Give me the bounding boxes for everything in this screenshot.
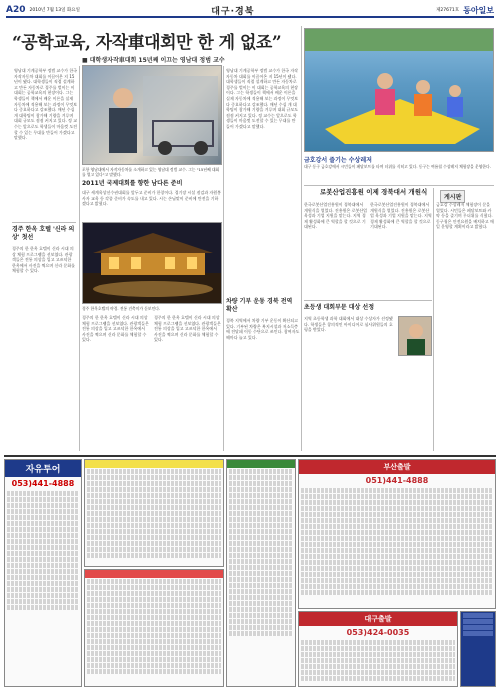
notice-board-body: 금호강 수상레저 체험장이 문을 열었다. 시민들은 페달보트와 카약 등을 즐기며 무더위를 식혔다. 동구청은 안전요원을 배치하고 매일 운영할 계획이라고 밝혔다. xyxy=(436,202,494,230)
ad-busan-phone: 051)441-4888 xyxy=(365,476,429,485)
article-body-1: 대구 세계육상선수권대회를 앞두고 준비가 한창이다. 경기장 시설 점검과 자원봉사자 교육 등 각종 준비가 속도를 내고 있다. 시는 손님맞이 준비에 만전을 기하겠다고 밝혔다. xyxy=(82,190,221,207)
section-name: 대구·경북 xyxy=(211,6,255,17)
ad-block-b[interactable] xyxy=(84,569,224,687)
ad-block-c[interactable] xyxy=(226,459,296,687)
ad-travel[interactable] xyxy=(4,459,82,687)
ad-block-c-banner xyxy=(227,460,295,468)
article-body-5: 지역 초등학생 과학 대회에서 대상 수상자가 선정됐다. 학생들은 창의적인 아이디어로 심사위원들의 호평을 받았다. xyxy=(304,316,393,333)
column-rule xyxy=(433,188,434,451)
boat-photo-caption: 대구 동구 금호강에서 시민들이 페달보트를 타며 더위를 식히고 있다. 동구는 여름철 수상레저 체험장을 운영한다. xyxy=(304,164,491,169)
boat-photo-title: 금호강서 즐기는 수상레저 xyxy=(304,157,372,164)
paper-name: 동아일보 xyxy=(463,5,495,15)
hanok-night-drawing xyxy=(83,223,222,304)
article-body-2c: 경주의 한 한옥 호텔이 신라 시대 의상 체험 프로그램을 선보였다. 관광객들은 전통 의상을 입고 고즈넉한 한옥에서 사진을 찍으며 신라 문화를 체험할 수 있다. xyxy=(154,315,221,343)
boat-photo xyxy=(304,28,494,152)
robot-article-title: 로봇산업진흥원 이제 경북대서 개원식 xyxy=(320,188,428,196)
divider xyxy=(12,222,76,223)
article-body-3: 경북 지역에서 차량 기부 운동이 확산되고 있다. 기부된 차량은 복지시설과 저소득층에 전달돼 이동 수단으로 쓰인다. 참여자도 해마다 늘고 있다. xyxy=(226,318,300,340)
ad-busan[interactable] xyxy=(298,459,496,609)
robot-article-body: 한국로봇산업진흥원이 경북대에서 개원식을 열었다. 진흥원은 로봇산업 육성과 기업 지원을 맡는다. 지역 경제 활성화에 큰 역할을 할 것으로 기대된다. xyxy=(304,202,368,230)
professor-photo xyxy=(82,65,222,165)
hanok-photo-caption: 경주 한옥호텔의 야경. 전통 건축미가 돋보인다. xyxy=(82,306,161,311)
ad-daegu-title: 대구출발 xyxy=(299,612,457,626)
article-title-1: 2011년 국제대회를 향한 남다른 준비 xyxy=(82,180,183,187)
edition-mark: 제27671호 xyxy=(436,8,460,13)
hanok-photo xyxy=(82,222,222,304)
page-number: A20 xyxy=(6,5,26,15)
ad-busan-title: 부산출발 xyxy=(299,460,495,474)
main-body-col-1: 영남대 기계공학부 정범 교수가 한국 자작자동차 대회를 이끌어온 지 15년이 됐다. 대학생들이 직접 설계하고 만든 자동차로 경주를 벌이는 이 대회는 공학교육의 현장이다. 그는 학생들이 책에서 배운 이론을 실제 자동차에 적용해 보는 과정이 무엇보다 중요하다고 강조했다. 매년 수십 개 대학팀이 참가해 기량을 겨루며 대회 규모도 점점 커지고 있다. 정 교수는 앞으로도 학생들이 마음껏 도전할 수 있는 무대를 만들어 가겠다고 말했다. xyxy=(14,68,78,141)
ad-block-d[interactable] xyxy=(460,611,496,687)
column-rule xyxy=(79,66,80,451)
column-rule xyxy=(223,66,224,451)
advertisement-section xyxy=(4,455,496,687)
article-title-2: 경주 한옥 호텔 '신라 의상' 첫선 xyxy=(12,226,75,241)
main-body-col-2: 영남대 기계공학부 정범 교수가 한국 자작자동차 대회를 이끌어온 지 15년이 됐다. 대학생들이 직접 설계하고 만든 자동차로 경주를 벌이는 이 대회는 공학교육의 현장이다. 그는 학생들이 책에서 배운 이론을 실제 자동차에 적용해 보는 과정이 무엇보다 중요하다고 강조했다. 매년 수십 개 대학팀이 참가해 기량을 겨루며 대회 규모도 점점 커지고 있다. 정 교수는 앞으로도 학생들이 마음껏 도전할 수 있는 무대를 만들어 가겠다고 말했다. xyxy=(226,68,299,129)
article-title-5: 초등생 대회부문 대상 선정 xyxy=(304,304,375,311)
main-subhead: ■ 대학생자작車대회 15년째 이끄는 영남대 정범 교수 xyxy=(82,57,225,64)
ad-block-a[interactable] xyxy=(84,459,224,567)
ad-block-b-banner xyxy=(85,570,223,578)
notice-board-title: 게시판 xyxy=(440,190,465,203)
student-photo xyxy=(398,316,432,356)
ad-daegu-phone: 053)424-0035 xyxy=(346,628,410,637)
divider xyxy=(304,185,494,186)
article-title-3: 차량 기부 운동 경북 전역 확산 xyxy=(226,298,293,313)
professor-photo-drawing xyxy=(83,66,222,165)
ad-block-a-banner xyxy=(85,460,223,468)
professor-photo-caption: 포항 영남대에서 자작자동차를 소개하고 있는 영남대 정범 교수. 그는 "15년째 대회를 열고 있다"고 말했다. xyxy=(82,167,220,177)
article-body-2: 경주의 한 한옥 호텔이 신라 시대 의상 체험 프로그램을 선보였다. 관광객들은 전통 의상을 입고 고즈넉한 한옥에서 사진을 찍으며 신라 문화를 체험할 수 있다. xyxy=(12,246,76,274)
main-headline: “공학교육, 자작車대회만 한 게 없죠” xyxy=(12,33,282,53)
column-rule xyxy=(301,26,302,451)
ad-daegu[interactable] xyxy=(298,611,458,687)
student-photo-drawing xyxy=(399,317,432,356)
ad-travel-phone: 053)441-4888 xyxy=(11,479,75,488)
robot-article-body-2: 한국로봇산업진흥원이 경북대에서 개원식을 열었다. 진흥원은 로봇산업 육성과 기업 지원을 맡는다. 지역 경제 활성화에 큰 역할을 할 것으로 기대된다. xyxy=(370,202,432,230)
issue-date: 2010년 7월 13일 화요일 xyxy=(29,8,80,13)
boat-photo-drawing xyxy=(305,29,494,152)
divider xyxy=(304,300,432,301)
ad-travel-name: 자유투어 xyxy=(5,460,81,477)
article-body-2b: 경주의 한 한옥 호텔이 신라 시대 의상 체험 프로그램을 선보였다. 관광객들은 전통 의상을 입고 고즈넉한 한옥에서 사진을 찍으며 신라 문화를 체험할 수 있다. xyxy=(82,315,149,343)
page-header xyxy=(6,4,494,18)
